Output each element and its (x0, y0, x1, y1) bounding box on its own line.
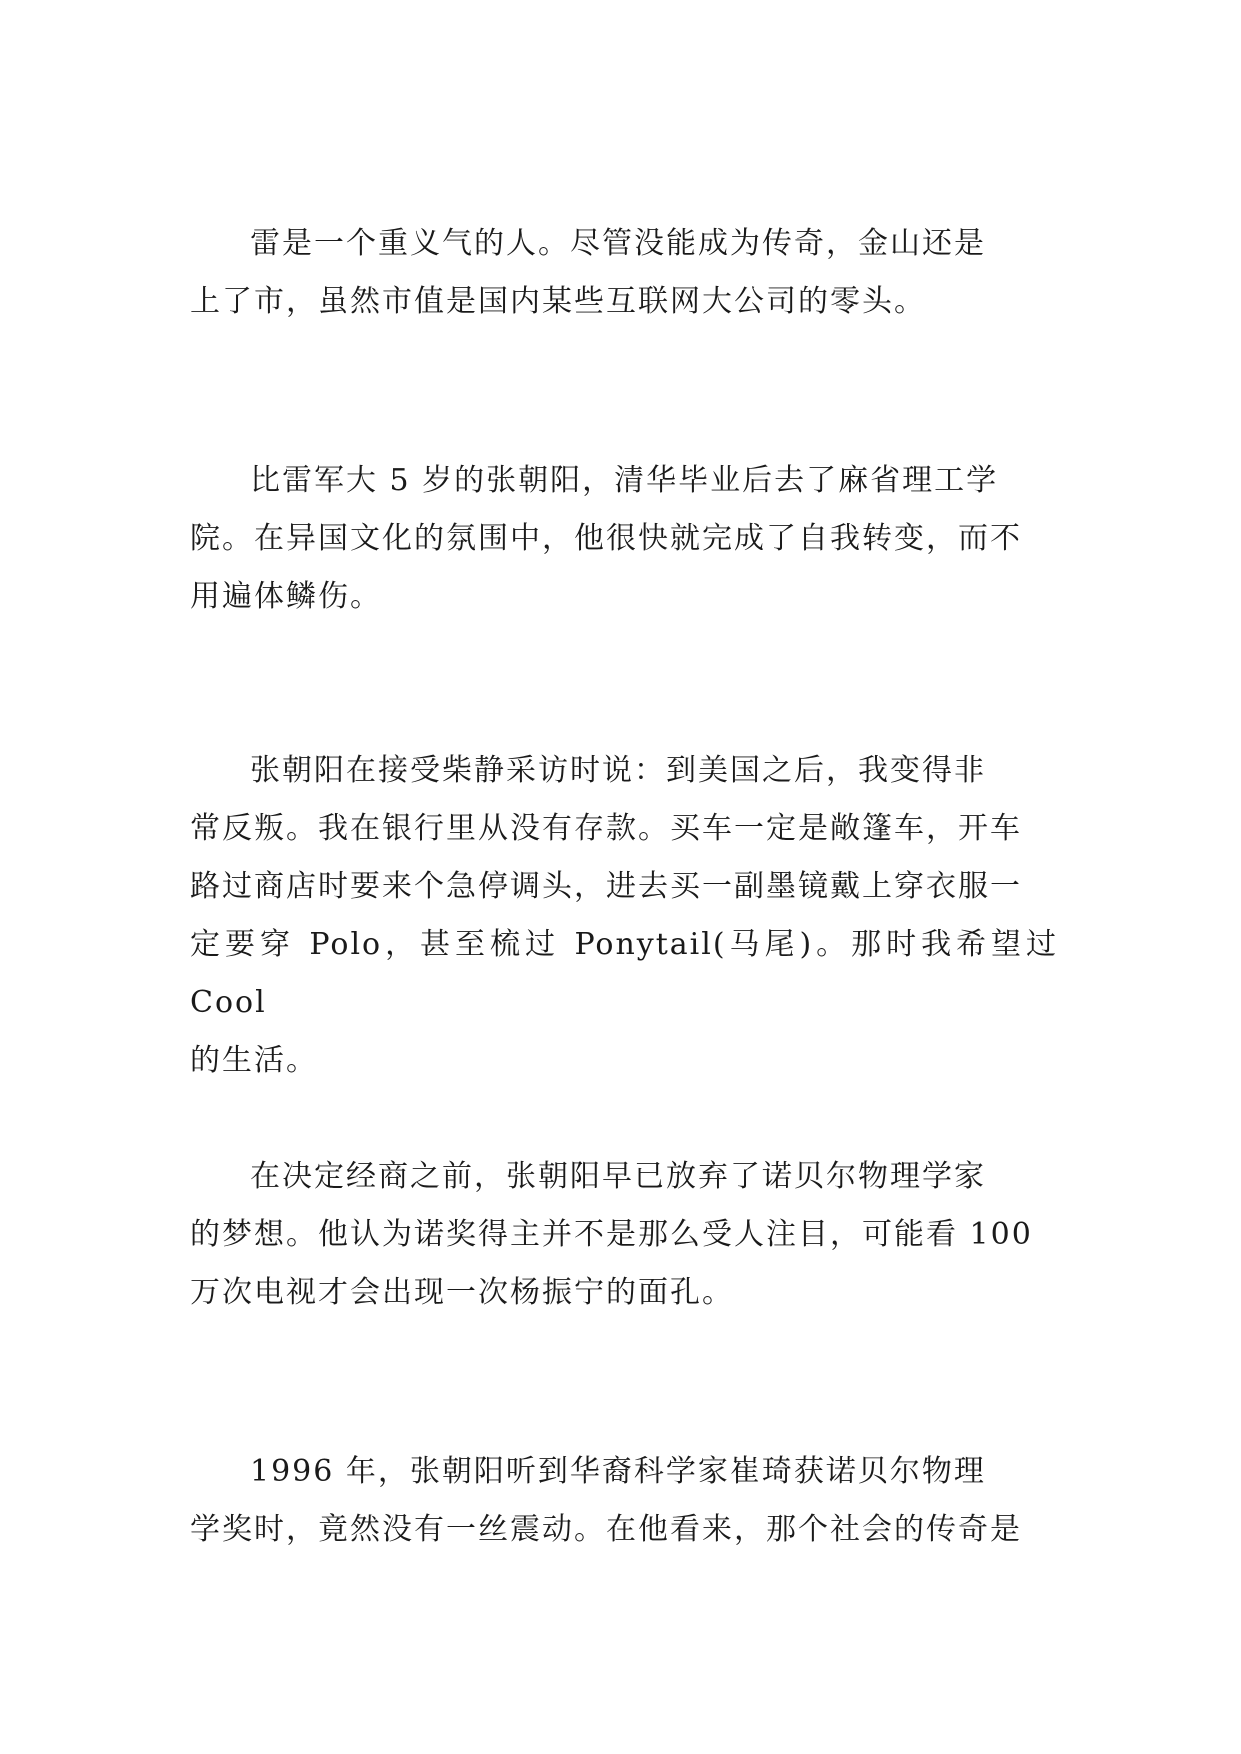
paragraph-1: 雷是一个重义气的人。尽管没能成为传奇，金山还是 上了市，虽然市值是国内某些互联网大公司的零头。 (190, 226, 986, 319)
paragraph-4: 在决定经商之前，张朝阳早已放弃了诺贝尔物理学家 的梦想。他认为诺奖得主并不是那么受人注目，可能看 100 万次电视才会出现一次杨振宁的面孔。 (190, 1159, 1033, 1310)
paragraph-5: 1996 年，张朝阳听到华裔科学家崔琦获诺贝尔物理 学奖时，竟然没有一丝震动。在他看来，那个社会的传奇是 (190, 1454, 1022, 1547)
paragraph-3: 张朝阳在接受柴静采访时说：到美国之后，我变得非 常反叛。我在银行里从没有存款。买车一定是敞篷车，开车 路过商店时要来个急停调头，进去买一副墨镜戴上穿衣服一 定要穿 Polo，甚至梳过 Ponytail(马尾)。那时我希望过 Cool 的生活。 (190, 753, 1058, 1078)
paragraph-2: 比雷军大 5 岁的张朝阳，清华毕业后去了麻省理工学 院。在异国文化的氛围中，他很快就完成了自我转变，而不 用遍体鳞伤。 (190, 463, 1022, 614)
